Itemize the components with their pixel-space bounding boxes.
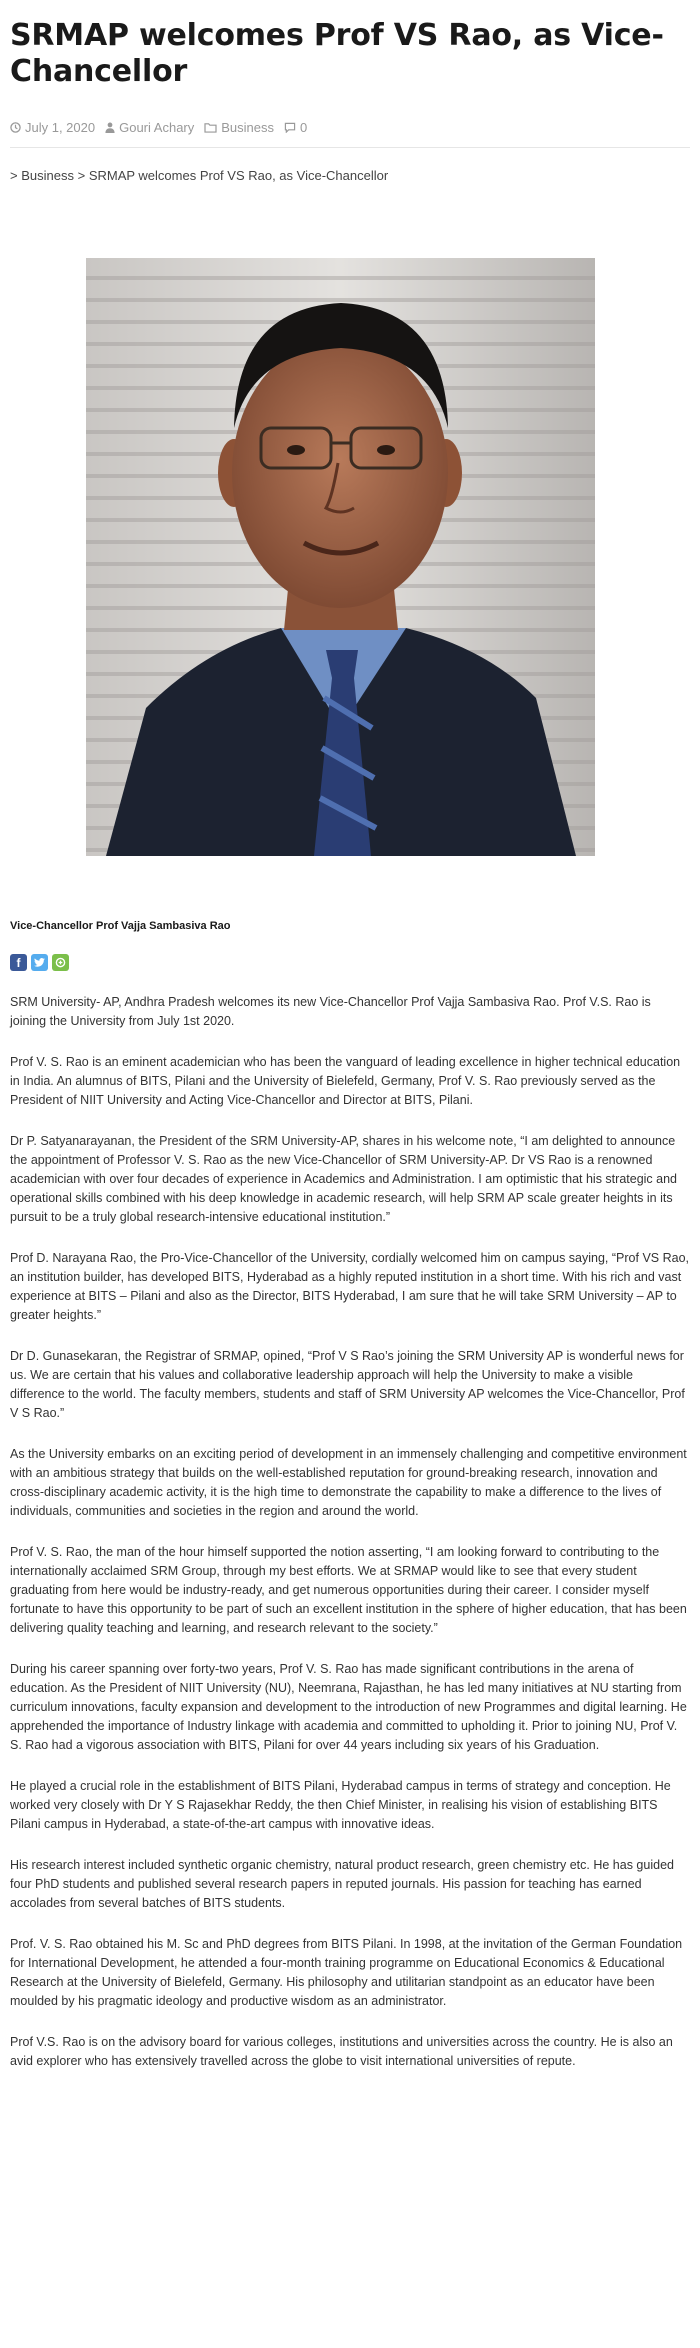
article-paragraph: His research interest included synthetic organic chemistry, natural product research, green chemistry etc. He has guided four PhD students and published several research papers in reputed journals. His passion for teaching has earned accolades from several batches of BITS students. [10,1858,674,1910]
article-paragraph: Dr P. Satyanarayanan, the President of the SRM University-AP, shares in his welcome note, “I am delighted to announce the appointment of Professor V. S. Rao as the new Vice-Chancellor of SRM University-AP. Dr VS Rao is a renowned academician with over four decades of experience in Academics and Administration. I am optimistic that his strategic and operational skills combined with his deep knowledge in academic research, will help SRM AP scale greater heights in its pursuit to be a truly global research-intensive educational institution.” [10,1134,678,1224]
meta-date-text: July 1, 2020 [25,120,96,135]
article-paragraph: Prof D. Narayana Rao, the Pro-Vice-Chancellor of the University, cordially welcomed him on campus saying, “Prof VS Rao, an institution builder, has developed BITS, Hyderabad as a highly reputed institution in a short time. With his rich and vast experience at BITS – Pilani and also as the Director, BITS Hyderabad, I am sure that he will take SRM University – AP to greater heights.” [10,1251,689,1322]
article [0,18,700,2071]
portrait-illustration [86,258,595,856]
breadcrumb-category-link[interactable]: Business [21,168,74,183]
share-more-icon[interactable] [52,954,69,971]
featured-photo [86,258,595,856]
article-paragraph: As the University embarks on an exciting period of development in an immensely challenging and competitive environment with an ambitious strategy that builds on the well-established reputation for ground-breaking research, innovation and cross-disciplinary academic activity, it is the high time to demonstrate the capability to make a difference to the lives of individuals, communities and societies in the region and around the world. [10,1447,687,1518]
meta-category-text: Business [221,120,275,135]
breadcrumb [10,168,690,183]
photo-caption: Vice-Chancellor Prof Vajja Sambasiva Rao [10,920,231,932]
article-paragraph: Prof V. S. Rao, the man of the hour himself supported the notion asserting, “I am looking forward to contributing to the internationally acclaimed SRM Group, through my best efforts. We at SRMAP would like to see that every student graduating from here would be industry-ready, and get numerous opportunities during their career. I consider myself fortunate to have this opportunity to be part of such an excellent institution in the sphere of higher education, that has been delivering quality teaching and learning, and research relevant to the society.” [10,1545,687,1635]
article-paragraph: SRM University- AP, Andhra Pradesh welcomes its new Vice-Chancellor Prof Vajja Sambasiva Rao. Prof V.S. Rao is joining the University from July 1st 2020. [10,995,651,1028]
article-paragraph: Dr D. Gunasekaran, the Registrar of SRMAP, opined, “Prof V S Rao’s joining the SRM University AP is wonderful news for us. We are certain that his values and collaborative leadership approach will help the University to make a visible difference to the world. The faculty members, students and staff of SRM University AP welcomes the Vice-Chancellor, Prof V S Rao.” [10,1349,685,1420]
article-paragraph: He played a crucial role in the establishment of BITS Pilani, Hyderabad campus in terms of strategy and conception. He worked very closely with Dr Y S Rajasekhar Reddy, the then Chief Minister, in realising his vision of establishing BITS Pilani campus in Hyderabad, a state-of-the-art campus with innovative ideas. [10,1779,671,1831]
article-paragraph: Prof. V. S. Rao obtained his M. Sc and PhD degrees from BITS Pilani. In 1998, at the invitation of the German Foundation for International Development, he attended a four-month training programme on Educational Economics & Educational Research at the University of Bielefeld, Germany. His philosophy and utilitarian standpoint as an educator have been moulded by his pragmatic ideology and productive wisdom as an administrator. [10,1937,683,2008]
folder-icon [204,122,217,133]
article-paragraph: During his career spanning over forty-two years, Prof V. S. Rao has made significant contributions in the arena of education. As the President of NIIT University (NU), Neemrana, Rajasthan, he has led many initiatives at NU starting from curriculum innovations, faculty expansion and development to the introduction of new Programmes and digital learning. He apprehended the importance of Industry linkage with academia and committed to upholding it. Prior to joining NU, Prof V. S. Rao had a vigorous association with BITS, Pilani for over 44 years including six years of his Graduation. [10,1662,687,1752]
meta-category[interactable] [204,120,274,135]
article-title: SRMAP welcomes Prof VS Rao, as Vice-Chancellor [10,18,664,89]
user-icon [105,122,115,133]
breadcrumb-current: SRMAP welcomes Prof VS Rao, as Vice-Chancellor [88,168,389,183]
meta-divider [10,147,690,148]
article-body [10,993,690,2071]
breadcrumb-separator: > [77,168,86,183]
breadcrumb-prefix: > [10,168,18,183]
meta-comments-count: 0 [300,120,308,135]
meta-date[interactable] [10,120,95,135]
meta-author[interactable] [105,120,194,135]
twitter-icon[interactable] [31,954,48,971]
share-buttons [10,954,690,971]
meta-author-text: Gouri Achary [119,120,195,135]
article-paragraph: Prof V.S. Rao is on the advisory board for various colleges, institutions and universities across the country. He is also an avid explorer who has extensively travelled across the globe to visit international universities of repute. [10,2035,673,2068]
article-paragraph: Prof V. S. Rao is an eminent academician who has been the vanguard of leading excellence in higher technical education in India. An alumnus of BITS, Pilani and the University of Bielefeld, Germany, Prof V. S. Rao previously served as the President of NIIT University and Acting Vice-Chancellor and Director at BITS, Pilani. [10,1055,681,1107]
meta-comments[interactable] [284,120,307,135]
facebook-icon[interactable]: f [10,954,27,971]
article-meta [10,120,690,135]
comment-icon [284,122,296,133]
clock-icon [10,122,21,133]
